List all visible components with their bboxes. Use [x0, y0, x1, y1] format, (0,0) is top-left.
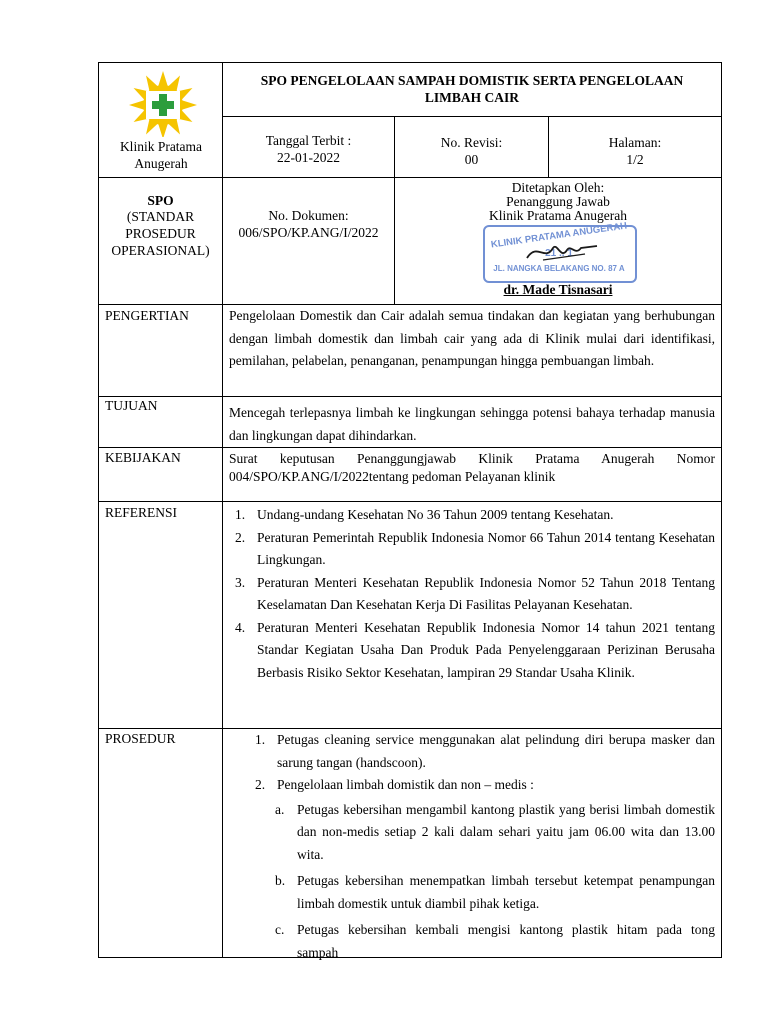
- list-text: Petugas cleaning service menggunakan alat pelindung diri berupa masker dan sarung tangan (handscoon).: [277, 732, 715, 770]
- stamp-mid: 21 .. 1: [545, 248, 573, 259]
- revisi-cell: [394, 116, 549, 178]
- ditetapkan-line3: Klinik Pratama Anugerah: [489, 208, 627, 223]
- tujuan-label: TUJUAN: [105, 398, 158, 413]
- tanggal-cell: [222, 116, 395, 178]
- tanggal-value: 22-01-2022: [277, 150, 340, 165]
- list-item: [249, 774, 715, 797]
- list-number: 1.: [235, 507, 246, 522]
- list-item: [229, 572, 715, 617]
- list-text: Pengelolaan limbah domistik dan non – medis :: [277, 777, 534, 792]
- pengertian-text: Pengelolaan Domestik dan Cair adalah semua tindakan dan kegiatan yang berhubungan dengan limbah domestik dan limbah cair yang ada di Klinik mulai dari identifikasi, pemilahan, pelabelan, penanganan, penampungan hingga pembuangan limbah.: [229, 308, 715, 368]
- list-number: 2.: [235, 529, 246, 545]
- halaman-cell: [548, 116, 722, 178]
- signature-icon: [523, 238, 603, 266]
- list-number: 4.: [235, 619, 246, 635]
- tanggal-label: Tanggal Terbit :: [265, 133, 352, 148]
- revisi-label: No. Revisi:: [440, 135, 503, 150]
- pengertian-label-cell: [98, 304, 223, 397]
- prosedur-label-cell: [98, 728, 223, 958]
- sub-list-letter: b.: [275, 873, 286, 888]
- referensi-label: REFERENSI: [105, 505, 178, 520]
- ditetapkan-line2: Penanggung Jawab: [506, 194, 610, 209]
- document-title: SPO PENGELOLAAN SAMPAH DOMISTIK SERTA PENGELOLAAN LIMBAH CAIR: [260, 73, 684, 105]
- revisi-value: 00: [464, 152, 479, 167]
- list-item: [229, 527, 715, 572]
- prosedur-content-cell: [222, 728, 722, 958]
- list-text: Peraturan Menteri Kesehatan Republik Indonesia Nomor 14 tahun 2021 tentang Standar Kegiatan Usaha Dan Produk Pada Penyelenggaraan Perizinan Berusaha Berbasis Risiko Sektor Kesehatan, lampiran 29 Standar Usaha Klinik.: [257, 619, 715, 680]
- list-text: Peraturan Pemerintah Republik Indonesia Nomor 66 Tahun 2014 tentang Kesehatan Lingkungan.: [257, 529, 715, 567]
- list-text: Undang-undang Kesehatan No 36 Tahun 2009 tentang Kesehatan.: [257, 507, 614, 522]
- list-text: Peraturan Menteri Kesehatan Republik Indonesia Nomor 52 Tahun 2018 Tentang Keselamatan Dan Kesehatan Kerja Di Fasilitas Pelayanan Kesehatan.: [257, 574, 715, 612]
- kebijakan-label: KEBIJAKAN: [105, 450, 181, 465]
- title-cell: [222, 62, 722, 117]
- stamp-bottom: JL. NANGKA BELAKANG NO. 87 A: [493, 264, 625, 273]
- signer-name: dr. Made Tisnasari: [503, 282, 613, 297]
- spo-label: SPO: [147, 193, 174, 208]
- referensi-list: [229, 504, 715, 684]
- spo-full: (STANDAR PROSEDUR OPERASIONAL): [111, 209, 210, 258]
- list-item: [249, 729, 715, 774]
- sub-list-text: Petugas kebersihan menempatkan limbah tersebut ketempat penampungan limbah domestik untuk diambil pihak ketiga.: [297, 873, 715, 911]
- list-number: 1.: [255, 732, 266, 747]
- clinic-name: Klinik Pratama Anugerah: [119, 139, 203, 171]
- sub-list-text: Petugas kebersihan mengambil kantong plastik yang berisi limbah domestik dan non-medis setiap 2 kali dalam sehari yaitu jam 06.00 wita dan 13.00 wita.: [297, 801, 715, 862]
- sub-list-item: [273, 870, 715, 915]
- kebijakan-content-cell: [222, 447, 722, 502]
- dokumen-label: No. Dokumen:: [268, 208, 349, 223]
- referensi-label-cell: [98, 501, 223, 729]
- tujuan-text: Mencegah terlepasnya limbah ke lingkungan sehingga potensi bahaya terhadap manusia dan lingkungan dapat dihindarkan.: [229, 405, 715, 443]
- sub-list-letter: c.: [275, 922, 285, 937]
- list-item: [229, 617, 715, 685]
- prosedur-label: PROSEDUR: [105, 731, 176, 746]
- logo-cell: [98, 62, 223, 178]
- sub-list-item: [273, 919, 715, 964]
- list-item: [229, 504, 715, 527]
- dokumen-cell: [222, 177, 395, 305]
- list-number: 2.: [255, 777, 266, 792]
- prosedur-list: [229, 729, 715, 964]
- tujuan-label-cell: [98, 396, 223, 448]
- tujuan-content-cell: [222, 396, 722, 448]
- pengertian-content-cell: [222, 304, 722, 397]
- kebijakan-label-cell: [98, 447, 223, 502]
- sub-list-letter: a.: [275, 801, 285, 817]
- spo-document: [98, 62, 722, 958]
- sub-list-text: Petugas kebersihan kembali mengisi kantong plastik hitam pada tong sampah: [297, 922, 715, 960]
- clinic-logo-icon: [113, 67, 213, 137]
- ditetapkan-line1: Ditetapkan Oleh:: [511, 180, 605, 195]
- halaman-value: 1/2: [626, 152, 644, 167]
- stamp-top: KLINIK PRATAMA ANUGERAH: [490, 220, 628, 251]
- ditetapkan-cell: [394, 177, 722, 305]
- spo-cell: [98, 177, 223, 305]
- kebijakan-text: Surat keputusan Penanggungjawab Klinik Pratama Anugerah Nomor 004/SPO/KP.ANG/I/2022tentang pedoman Pelayanan klinik: [229, 451, 715, 484]
- pengertian-label: PENGERTIAN: [105, 308, 189, 323]
- referensi-content-cell: [222, 501, 722, 729]
- sub-list-item: [273, 799, 715, 867]
- halaman-label: Halaman:: [608, 135, 662, 150]
- list-number: 3.: [235, 574, 246, 590]
- dokumen-value: 006/SPO/KP.ANG/I/2022: [238, 225, 379, 240]
